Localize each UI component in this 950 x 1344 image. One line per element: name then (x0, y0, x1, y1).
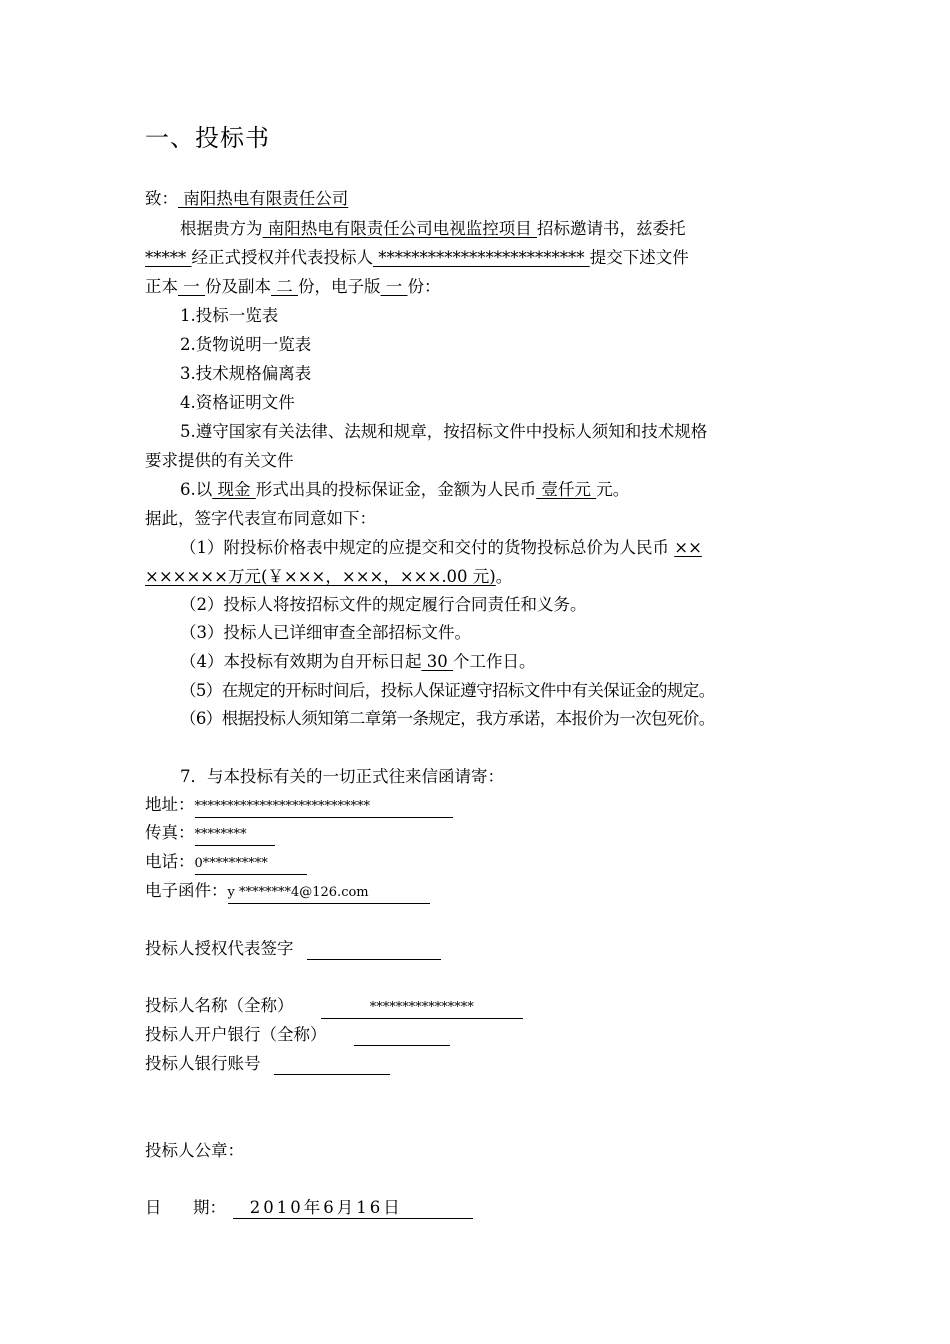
clause-4 (180, 651, 536, 673)
intro-text: 经正式授权并代表投标人 (191, 248, 373, 267)
total-price: ××××××万元(￥×××，×××，×××.00 元) (145, 567, 496, 586)
intro-line-2 (145, 247, 689, 269)
account-blank (274, 1054, 390, 1075)
account-row (145, 1053, 390, 1075)
total-price-start: ×× (674, 538, 702, 557)
intro-text: 份： (407, 277, 441, 296)
intro-text: 份及副本 (205, 277, 271, 296)
clause-5: （5）在规定的开标时间后，投标人保证遵守招标文件中有关保证金的规定。 (180, 681, 715, 700)
email-label: 电子函件： (145, 881, 228, 900)
phone-value: 0********** (195, 854, 307, 875)
email-value: y ********4@126.com (228, 883, 430, 904)
clause-text: （4）本投标有效期为自开标日起 (180, 652, 422, 671)
list-item: 1.投标一览表 (180, 306, 279, 325)
date-label: 日 期： (145, 1198, 226, 1217)
seal-label: 投标人公章： (145, 1141, 244, 1160)
phone-label: 电话： (145, 852, 195, 871)
phone-row (145, 851, 307, 875)
bidder-name-value: **************** (321, 998, 523, 1019)
fax-label: 传真： (145, 823, 195, 842)
clause-6: （6）根据投标人须知第二章第一条规定，我方承诺，本报价为一次包死价。 (180, 709, 715, 728)
project-name: 南阳热电有限责任公司电视监控项目 (262, 219, 537, 238)
deposit-line (180, 479, 629, 501)
clause-1-line-2 (145, 566, 512, 588)
address-row (145, 794, 453, 818)
clause-1-line-1 (180, 537, 702, 559)
delegate-name: ***** (145, 248, 192, 267)
intro-text: 提交下述文件 (589, 248, 689, 267)
clause-text: 个工作日。 (453, 652, 536, 671)
intro-text: 根据贵方为 (180, 219, 263, 238)
date-value: 2010年6月16日 (233, 1198, 473, 1219)
deposit-text: 6.以 (180, 480, 213, 499)
intro-line-1 (180, 218, 686, 240)
clause-text: （1）附投标价格表中规定的应提交和交付的货物投标总价为人民币 (180, 538, 675, 557)
bidder-name-row (145, 995, 523, 1019)
account-label: 投标人银行账号 (145, 1054, 261, 1073)
signature-row (145, 938, 441, 960)
intro-text: 份，电子版 (298, 277, 381, 296)
signature-label: 投标人授权代表签字 (145, 939, 294, 958)
recipient-prefix: 致： (145, 189, 178, 208)
bidder-name-label: 投标人名称（全称） (145, 996, 294, 1015)
clause-3: （3）投标人已详细审查全部招标文件。 (180, 623, 471, 642)
fax-value: ******** (195, 825, 275, 846)
deposit-form: 现金 (212, 480, 256, 499)
copy-count: 二 (271, 277, 298, 296)
bank-label: 投标人开户银行（全称） (145, 1025, 327, 1044)
list-item: 5.遵守国家有关法律、法规和规章，按招标文件中投标人须知和技术规格 (180, 422, 708, 441)
list-item: 2.货物说明一览表 (180, 335, 312, 354)
deposit-amount: 壹仟元 (536, 480, 597, 499)
recipient-line (145, 188, 348, 210)
bank-row (145, 1024, 450, 1046)
email-row (145, 880, 430, 904)
signature-blank (307, 939, 441, 960)
intro-text: 正本 (145, 277, 178, 296)
bank-blank (354, 1025, 450, 1046)
intro-line-3 (145, 276, 441, 298)
list-item: 3.技术规格偏离表 (180, 364, 312, 383)
agreement-intro: 据此，签字代表宣布同意如下： (145, 509, 376, 528)
deposit-text: 形式出具的投标保证金，金额为人民币 (255, 480, 537, 499)
clause-text: 。 (495, 567, 513, 586)
recipient-name: 南阳热电有限责任公司 (178, 189, 349, 208)
date-row (145, 1197, 473, 1219)
list-item-continued: 要求提供的有关文件 (145, 451, 294, 470)
contact-heading: 7．与本投标有关的一切正式往来信函请寄： (180, 767, 504, 786)
validity-days: 30 (421, 652, 453, 671)
deposit-text: 元。 (596, 480, 630, 499)
address-label: 地址： (145, 795, 195, 814)
original-count: 一 (178, 277, 205, 296)
fax-row (145, 822, 275, 846)
intro-text: 招标邀请书，兹委托 (537, 219, 686, 238)
representative-name: ************************* (373, 248, 590, 267)
electronic-count: 一 (380, 277, 408, 296)
address-value: *************************** (195, 797, 453, 818)
page-title: 一、投标书 (145, 124, 270, 152)
list-item: 4.资格证明文件 (180, 393, 295, 412)
clause-2: （2）投标人将按招标文件的规定履行合同责任和义务。 (180, 595, 587, 614)
